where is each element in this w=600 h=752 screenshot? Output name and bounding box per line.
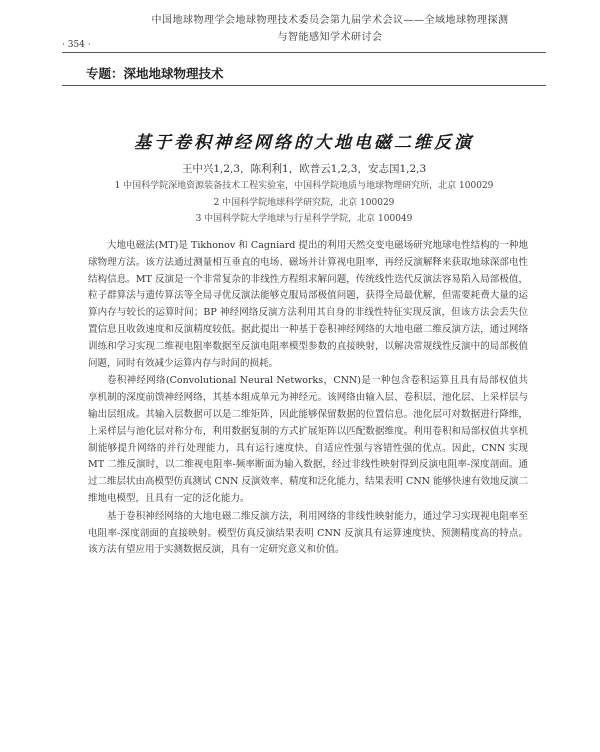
section-rule (62, 85, 546, 86)
abstract-body (88, 238, 528, 560)
authors: 王中兴1,2,3，陈利利1，欧普云1,2,3，安志国1,2,3 (181, 163, 427, 175)
affiliation-3: 3 中国科学院大学地球与行星科学学院，北京 100049 (195, 214, 413, 224)
page-number: · 354 · (62, 40, 91, 50)
running-head-line-1: 中国地球物理学会地球物理技术委员会第九届学术会议——全域地球物理探测 (151, 15, 509, 26)
affiliation-2: 2 中国科学院地球科学研究院，北京 100029 (213, 197, 395, 208)
paragraph-1: 大地电磁法(MT)是 Tikhonov 和 Cagniard 提出的利用天然交变电磁场研究地球电性结构的一种地球物理方法。该方法通过测量相互垂直的电场、磁场并计算视电阻率，再经反演解释来获取地球深部电性结构信息。MT 反演是一个非常复杂的非线性方程组求解问题，传统线性迭代反演法容易陷入局部极值，粒子群算法与遗传算法等全局寻优反演法能够克服局部极值问题，获得全局最优解，但需要耗费大量的运算内存与较长的运算时间；BP 神经网络反演方法利用其自身的非线性特征实现反演，但该方法会丢失位置信息且收敛速度和反演精度较低。据此提出一种基于卷积神经网络的大地电磁二维反演方法，通过网络训练和学习实现二维视电阻率数据至反演电阻率模型参数的直接映射，以解决常规线性反演中的局部极值问题，同时有效减少运算内存与时间的损耗。 (88, 240, 528, 369)
running-head (110, 12, 550, 46)
affiliations (62, 178, 546, 228)
section-label: 专题：深地地球物理技术 (86, 66, 224, 81)
paragraph-3: 基于卷积神经网络的大地电磁二维反演方法，利用网络的非线性映射能力，通过学习实现视电阻率至电阻率-深度剖面的直接映射。模型仿真反演结果表明 CNN 反演具有运算速度快、预测精度高的特点。该方法有望应用于实测数据反演，具有一定研究意义和价值。 (88, 510, 528, 556)
running-head-line-2: 与智能感知学术研讨会 (277, 32, 383, 43)
affiliation-1: 1 中国科学院深地资源装备技术工程实验室，中国科学院地质与地球物理研究所，北京 100029 (114, 181, 494, 191)
paragraph-2: 卷积神经网络(Convolutional Neural Networks，CNN)是一种包含卷积运算且具有局部权值共享机制的深度前馈神经网络，其基本组成单元为神经元。该网络由输入层、卷积层、池化层、上采样层与输出层组成。其输入层数据可以是二维矩阵，因此能够保留数据的位置信息。池化层可对数据进行降维，上采样层与池化层对称分布，利用数据复制的方式扩展矩阵以匹配数据维度。利用卷积和局部权值共享机制能够提升网络的并行处理能力，具有运行速度快、自适应性强与容错性强的优点。因此，CNN 实现 MT 二维反演时，以二维视电阻率-频率断面为输入数据，经过非线性映射得到反演电阻率-深度剖面。通过二维层状由高模型仿真测试 CNN 反演效率、精度和泛化能力，结果表明 CNN 能够快速有效地反演二维地电模型，且具有一定的泛化能力。 (88, 375, 528, 504)
header-rule (62, 52, 546, 53)
paper-title: 基于卷积神经网络的大地电磁二维反演 (134, 133, 474, 153)
